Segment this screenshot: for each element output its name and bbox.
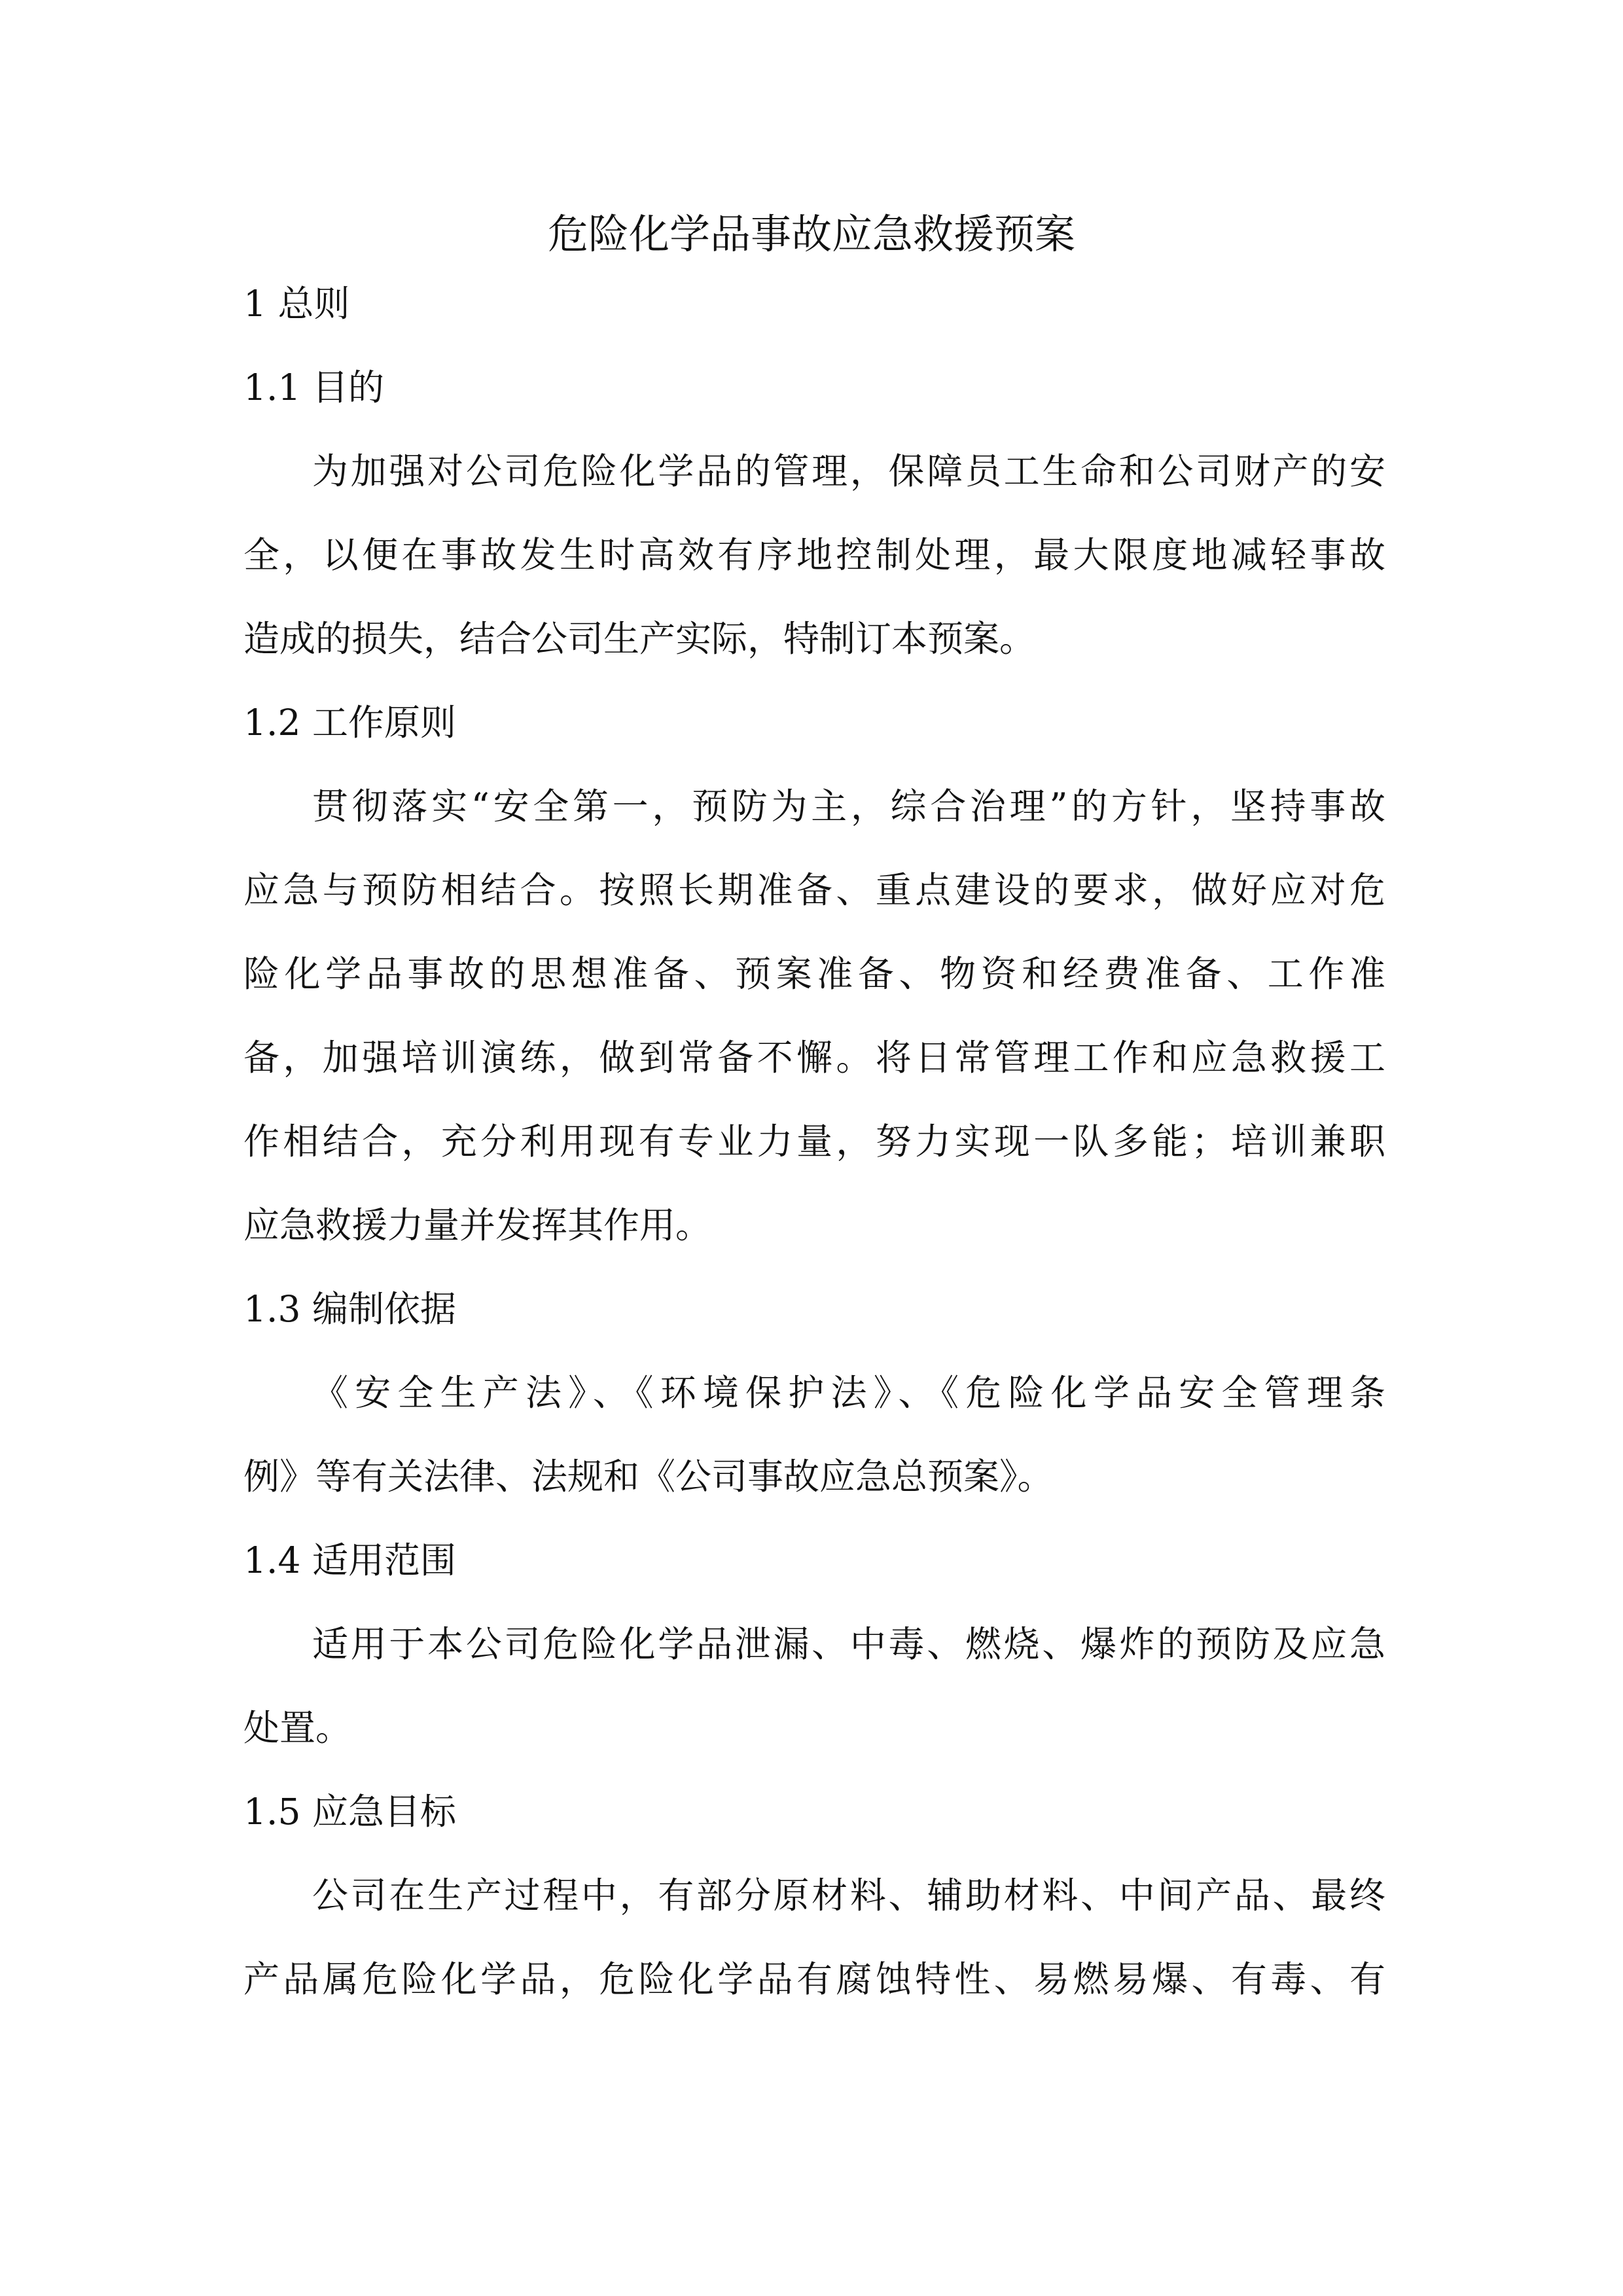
paragraph-line: 为加强对公司危险化学品的管理，保障员工生命和公司财产的安	[312, 450, 1385, 492]
paragraph-line: 适用于本公司危险化学品泄漏、中毒、燃烧、爆炸的预防及应急	[312, 1623, 1385, 1665]
paragraph-line: 全，以便在事故发生时高效有序地控制处理，最大限度地减轻事故	[243, 534, 1385, 576]
paragraph-line: 应急与预防相结合。按照长期准备、重点建设的要求，做好应对危	[243, 869, 1385, 911]
section-heading-1-2: 1.2 工作原则	[243, 702, 456, 744]
paragraph-line: 险化学品事故的思想准备、预案准备、物资和经费准备、工作准	[243, 953, 1385, 995]
section-heading-1: 1 总则	[243, 283, 350, 325]
paragraph-line: 产品属危险化学品，危险化学品有腐蚀特性、易燃易爆、有毒、有	[243, 1958, 1385, 2000]
paragraph-line: 应急救援力量并发挥其作用。	[243, 1204, 712, 1246]
paragraph-line: 造成的损失，结合公司生产实际，特制订本预案。	[243, 618, 1036, 660]
section-heading-1-3: 1.3 编制依据	[243, 1288, 456, 1330]
document-title: 危险化学品事故应急救援预案	[547, 210, 1075, 258]
paragraph-line: 备，加强培训演练，做到常备不懈。将日常管理工作和应急救援工	[243, 1037, 1385, 1079]
paragraph-line: 贯彻落实“安全第一，预防为主，综合治理”的方针，坚持事故	[312, 785, 1385, 827]
paragraph-line: 作相结合，充分利用现有专业力量，努力实现一队多能；培训兼职	[243, 1121, 1385, 1162]
section-heading-1-5: 1.5 应急目标	[243, 1791, 456, 1833]
paragraph-line: 例》等有关法律、法规和《公司事故应急总预案》。	[243, 1456, 1054, 1498]
section-heading-1-4: 1.4 适用范围	[243, 1539, 456, 1581]
section-heading-1-1: 1.1 目的	[243, 367, 384, 408]
paragraph-line: 处置。	[243, 1707, 352, 1749]
paragraph-line: 《安全生产法》、《环境保护法》、《危险化学品安全管理条	[312, 1372, 1385, 1414]
paragraph-line: 公司在生产过程中，有部分原材料、辅助材料、中间产品、最终	[312, 1874, 1385, 1916]
